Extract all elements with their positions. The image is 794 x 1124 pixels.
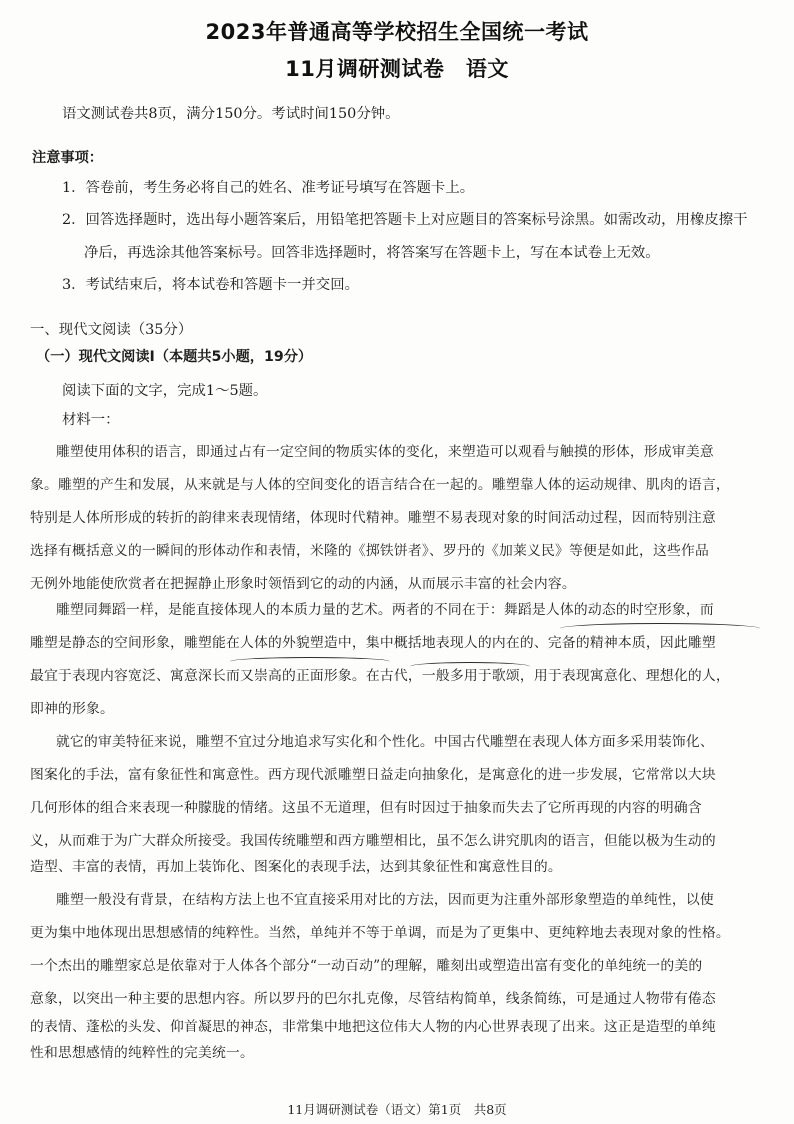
passage-line: 性和思想感情的纯粹性的完美统一。 (30, 1045, 254, 1061)
passage-line: 特别是人体所形成的转折的韵律来表现情绪，体现时代精神。雕塑不易表现对象的时间活动过程，因而特别注意 (30, 510, 716, 526)
passage-line: 雕塑使用体积的语言，即通过占有一定空间的物质实体的变化，来塑造可以观看与触摸的形体，形成审美意 (56, 444, 714, 460)
note-item: 净后，再选涂其他答案标号。回答非选择题时，将答案写在答题卡上，写在本试卷上无效。 (84, 245, 660, 261)
material-label: 材料一： (62, 412, 120, 428)
passage-line: 雕塑一般没有背景，在结构方法上也不宜直接采用对比的方法，因而更为注重外部形象塑造的单纯性，以使 (56, 892, 714, 908)
passage-line: 几何形体的组合来表现一种朦胧的情绪。这虽不无道理，但有时因过于抽象而失去了它所再现的内容的明确含 (30, 800, 702, 816)
passage-line: 图案化的手法，富有象征性和寓意性。西方现代派雕塑日益走向抽象化，是寓意化的进一步发展，它常常以大块 (30, 767, 716, 783)
section-heading: 一、现代文阅读（35分） (30, 322, 193, 338)
notes-heading: 注意事项： (32, 150, 103, 166)
note-item: 1．答卷前，考生务必将自己的姓名、准考证号填写在答题卡上。 (62, 180, 475, 196)
passage-line: 最宜于表现内容宽泛、寓意深长而又崇高的正面形象。在古代，一般多用于歌颂，用于表现寓意化、理想化的人， (30, 668, 730, 684)
passage-line: 义，从而难于为广大群众所接受。我国传统雕塑和西方雕塑相比，虽不怎么讲究肌肉的语言，但能以极为生动的 (30, 833, 716, 849)
passage-line: 意象，以突出一种主要的思想内容。所以罗丹的巴尔扎克像，尽管结构简单，线条简练，可是通过人物带有倦态 (30, 991, 716, 1007)
pen-underline-mark (560, 623, 760, 634)
pen-underline-mark (410, 662, 530, 671)
note-item: 3．考试结束后，将本试卷和答题卡一并交回。 (62, 277, 359, 293)
passage-line: 造型、丰富的表情，再加上装饰化、图案化的表现手法，达到其象征性和寓意性目的。 (30, 859, 562, 875)
exam-intro: 语文测试卷共8页，满分150分。考试时间150分钟。 (62, 106, 400, 122)
subsection-heading: （一）现代文阅读Ⅰ（本题共5小题，19分） (36, 349, 313, 365)
passage-line: 雕塑是静态的空间形象，雕塑能在人体的外貌塑造中，集中概括地表现人的内在的、完备的精神本质，因此雕塑 (30, 635, 716, 651)
exam-title: 2023年普通高等学校招生全国统一考试 (205, 20, 589, 44)
passage-line: 无例外地能使欣赏者在把握静止形象时领悟到它的动的内涵，从而展示丰富的社会内容。 (30, 576, 576, 592)
passage-line: 更为集中地体现出思想感情的纯粹性。当然，单纯并不等于单调，而是为了更集中、更纯粹地去表现对象的性格。 (30, 925, 730, 941)
passage-line: 就它的审美特征来说，雕塑不宜过分地追求写实化和个性化。中国古代雕塑在表现人体方面多采用装饰化、 (56, 734, 714, 750)
passage-line: 象。雕塑的产生和发展，从来就是与人体的空间变化的语言结合在一起的。雕塑靠人体的运动规律、肌肉的语言， (30, 477, 730, 493)
note-item: 2．回答选择题时，选出每小题答案后，用铅笔把答题卡上对应题目的答案标号涂黑。如需改动，用橡皮擦干 (62, 212, 748, 228)
reading-instruction: 阅读下面的文字，完成1～5题。 (62, 383, 268, 399)
pen-underline-mark (230, 657, 390, 666)
passage-line: 选择有概括意义的一瞬间的形体动作和表情，米隆的《掷铁饼者》、罗丹的《加莱义民》等便是如此，这些作品 (30, 543, 709, 559)
passage-line: 雕塑同舞蹈一样，是能直接体现人的本质力量的艺术。两者的不同在于：舞蹈是人体的动态的时空形象，而 (56, 602, 714, 618)
passage-line: 的表情、蓬松的头发、仰首凝思的神态，非常集中地把这位伟大人物的内心世界表现了出来。这正是造型的单纯 (30, 1019, 716, 1035)
exam-subtitle: 11月调研测试卷 语文 (285, 57, 509, 81)
page-footer: 11月调研测试卷（语文）第1页 共8页 (287, 1102, 507, 1117)
passage-line: 即神的形象。 (30, 701, 114, 717)
passage-line: 一个杰出的雕塑家总是依靠对于人体各个部分“一动百动”的理解，雕刻出或塑造出富有变化的单纯统一的美的 (30, 958, 703, 974)
